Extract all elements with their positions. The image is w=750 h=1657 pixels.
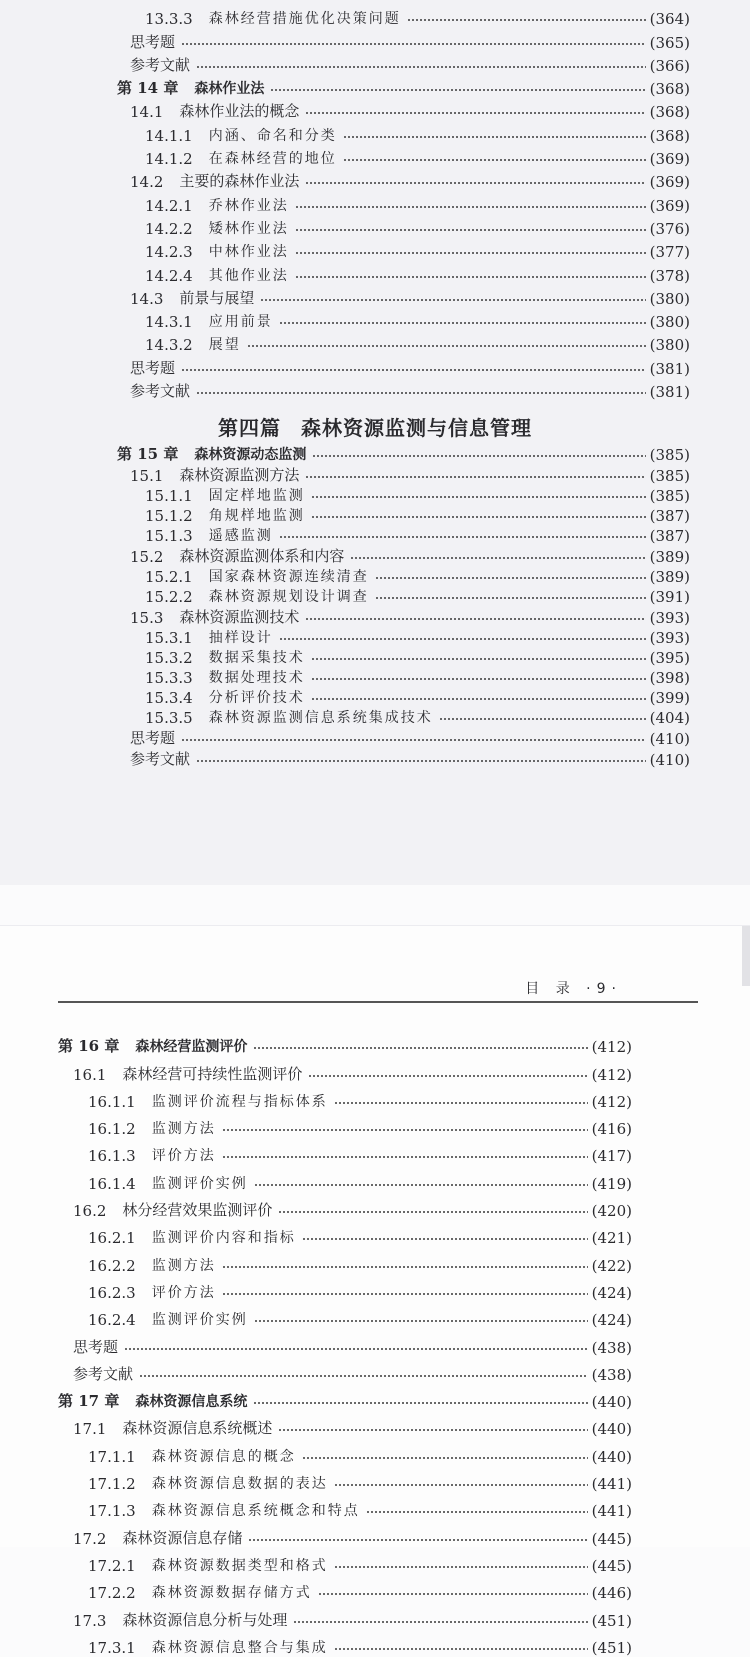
entry-number: 16.1: [73, 1065, 107, 1084]
entry-page-number: (393): [649, 629, 690, 647]
entry-page-number: (410): [649, 730, 690, 748]
dot-leader: [279, 535, 646, 539]
toc-list-lower: [0, 1029, 750, 1657]
dot-leader: [334, 1565, 588, 1569]
entry-title: 森林资源信息系统概念和特点: [151, 1503, 360, 1520]
entry-title: 森林资源动态监测: [194, 447, 307, 463]
entry-title: 森林资源数据存储方式: [151, 1585, 312, 1602]
dot-leader: [334, 1101, 588, 1105]
toc-list-upper: [0, 5, 750, 401]
entry-number: 15.3.5: [145, 709, 193, 727]
entry-page-number: (387): [649, 527, 690, 545]
dot-leader: [248, 1538, 587, 1542]
entry-title: 监测评价实例: [151, 1312, 248, 1329]
entry-page-number: (440): [591, 1393, 632, 1412]
entry-title: 监测评价流程与指标体系: [151, 1093, 328, 1110]
entry-title: 前景与展望: [179, 288, 255, 307]
dot-leader: [305, 617, 645, 621]
dot-leader: [222, 1265, 588, 1269]
toc-section-entry[interactable]: [0, 28, 750, 51]
entry-page-number: (424): [591, 1283, 632, 1302]
entry-title: 乔林作业法: [208, 197, 289, 214]
dot-leader: [375, 576, 646, 580]
entry-number: 16.2: [73, 1202, 107, 1221]
entry-title: 森林作业法的概念: [179, 102, 300, 121]
entry-number: 16.2.4: [88, 1311, 136, 1330]
toc-subsection-entry[interactable]: [0, 1084, 750, 1111]
entry-number: 15.2.1: [145, 568, 193, 586]
dot-leader: [196, 65, 646, 69]
entry-number: 17.3.1: [88, 1638, 136, 1657]
dot-leader: [312, 454, 645, 458]
entry-title: 林分经营效果监测评价: [122, 1201, 273, 1220]
dot-leader: [278, 1428, 587, 1432]
toc-subsection-entry[interactable]: [0, 667, 750, 687]
entry-number: 17.1.1: [88, 1447, 136, 1466]
dot-leader: [311, 515, 646, 519]
entry-page-number: (412): [591, 1038, 632, 1057]
entry-page-number: (440): [591, 1447, 632, 1466]
entry-title: 中林作业法: [208, 244, 289, 261]
entry-page-number: (381): [649, 359, 690, 378]
entry-page-number: (380): [649, 336, 690, 355]
toc-section-entry[interactable]: [0, 727, 750, 748]
dot-leader: [305, 111, 645, 115]
entry-page-number: (368): [649, 126, 690, 145]
entry-title: 内涵、命名和分类: [208, 127, 337, 144]
entry-title: 森林资源信息数据的表达: [151, 1476, 328, 1493]
entry-page-number: (387): [649, 507, 690, 525]
toc-subsection-entry[interactable]: [0, 1302, 750, 1329]
entry-number: 15.1.2: [145, 507, 193, 525]
toc-section-entry[interactable]: [0, 1411, 750, 1438]
entry-title: 森林资源监测体系和内容: [179, 547, 345, 565]
toc-section-entry[interactable]: [0, 748, 750, 769]
entry-page-number: (446): [591, 1584, 632, 1603]
entry-title: 森林作业法: [194, 81, 265, 98]
running-head: 目 录 ·9·: [525, 981, 622, 997]
part-heading: [0, 412, 750, 441]
entry-number: 14.2.2: [145, 219, 193, 238]
toc-subsection-entry[interactable]: [0, 1111, 750, 1138]
dot-leader: [311, 495, 646, 499]
dot-leader: [305, 475, 645, 479]
entry-page-number: (395): [649, 649, 690, 667]
entry-page-number: (366): [649, 56, 690, 75]
entry-number: 16.2.2: [88, 1256, 136, 1275]
dot-leader: [308, 1074, 587, 1078]
entry-title: 森林经营可持续性监测评价: [122, 1064, 303, 1083]
toc-subsection-entry[interactable]: [0, 1275, 750, 1302]
entry-number: 第 16 章: [58, 1037, 120, 1056]
entry-title: 监测评价实例: [151, 1175, 248, 1192]
entry-page-number: (419): [591, 1174, 632, 1193]
toc-subsection-entry[interactable]: [0, 191, 750, 214]
entry-page-number: (421): [591, 1229, 632, 1248]
entry-number: 16.1.2: [88, 1120, 136, 1139]
dot-leader: [181, 42, 646, 46]
entry-number: 15.2.2: [145, 588, 193, 606]
dot-leader: [279, 637, 646, 641]
toc-chapter-entry[interactable]: [0, 1029, 750, 1056]
dot-leader: [295, 228, 646, 232]
entry-page-number: (438): [591, 1365, 632, 1384]
entry-number: 第 14 章: [117, 79, 179, 98]
entry-page-number: (369): [649, 173, 690, 192]
dot-leader: [334, 1647, 588, 1651]
entry-number: 15.2: [130, 548, 164, 566]
entry-title: 思考题: [130, 358, 176, 377]
toc-list-upper-part4: [0, 443, 750, 769]
dot-leader: [196, 759, 646, 763]
entry-number: 15.3.1: [145, 629, 193, 647]
entry-page-number: (416): [591, 1120, 632, 1139]
entry-number: 14.1: [130, 103, 164, 122]
toc-section-entry[interactable]: [0, 545, 750, 566]
entry-title: 应用前景: [208, 314, 273, 331]
entry-number: 16.2.1: [88, 1229, 136, 1248]
toc-subsection-entry[interactable]: [0, 586, 750, 606]
toc-section-entry[interactable]: [0, 168, 750, 191]
entry-number: 17.2.1: [88, 1556, 136, 1575]
toc-subsection-entry[interactable]: [0, 1247, 750, 1274]
toc-subsection-entry[interactable]: [0, 1466, 750, 1493]
dot-leader: [366, 1510, 588, 1514]
part-label: 第四篇: [218, 416, 281, 440]
entry-page-number: (445): [591, 1556, 632, 1575]
toc-section-entry[interactable]: [0, 98, 750, 121]
entry-number: 14.2: [130, 173, 164, 192]
entry-title: 矮林作业法: [208, 220, 289, 237]
entry-number: 17.3: [73, 1611, 107, 1630]
entry-page-number: (412): [591, 1092, 632, 1111]
toc-section-entry[interactable]: [0, 1520, 750, 1547]
dot-leader: [293, 1620, 587, 1624]
dot-leader: [253, 1046, 587, 1050]
entry-number: 17.1.3: [88, 1502, 136, 1521]
dot-leader: [295, 205, 646, 209]
dot-leader: [247, 344, 646, 348]
entry-number: 17.1.2: [88, 1475, 136, 1494]
entry-number: 17.2: [73, 1529, 107, 1548]
toc-section-entry[interactable]: [0, 1602, 750, 1629]
entry-title: 参考文献: [130, 55, 191, 74]
entry-title: 国家森林资源连续清查: [208, 569, 369, 585]
toc-section-entry[interactable]: [0, 1357, 750, 1384]
toc-subsection-entry[interactable]: [0, 1438, 750, 1465]
toc-subsection-entry[interactable]: [0, 1630, 750, 1657]
toc-subsection-entry[interactable]: [0, 647, 750, 667]
entry-title: 其他作业法: [208, 267, 289, 284]
entry-number: 16.1.4: [88, 1174, 136, 1193]
dot-leader: [278, 1210, 587, 1214]
entry-title: 主要的森林作业法: [179, 172, 300, 191]
dot-leader: [350, 556, 645, 560]
toc-section-entry[interactable]: [0, 378, 750, 401]
toc-section-entry[interactable]: [0, 52, 750, 75]
toc-subsection-entry[interactable]: [0, 505, 750, 525]
dot-leader: [124, 1347, 588, 1351]
entry-title: 森林经营措施优化决策问题: [208, 11, 401, 28]
toc-chapter-entry[interactable]: [0, 75, 750, 98]
entry-page-number: (420): [591, 1202, 632, 1221]
entry-number: 14.1.1: [145, 126, 193, 145]
entry-page-number: (385): [649, 487, 690, 505]
toc-page-lower: [0, 925, 750, 1657]
entry-page-number: (441): [591, 1475, 632, 1494]
entry-title: 森林资源信息系统概述: [122, 1419, 273, 1438]
entry-page-number: (377): [649, 243, 690, 262]
entry-title: 森林经营监测评价: [135, 1039, 248, 1056]
toc-subsection-entry[interactable]: [0, 215, 750, 238]
toc-subsection-entry[interactable]: [0, 1220, 750, 1247]
entry-page-number: (441): [591, 1502, 632, 1521]
toc-subsection-entry[interactable]: [0, 485, 750, 505]
entry-page-number: (369): [649, 150, 690, 169]
entry-number: 16.1.1: [88, 1092, 136, 1111]
dot-leader: [196, 391, 646, 395]
entry-number: 16.2.3: [88, 1283, 136, 1302]
entry-number: 17.2.2: [88, 1584, 136, 1603]
entry-title: 森林资源数据类型和格式: [151, 1557, 328, 1574]
dot-leader: [253, 1401, 587, 1405]
part-title: 森林资源监测与信息管理: [301, 416, 532, 440]
entry-number: 第 17 章: [58, 1392, 120, 1411]
entry-number: 15.3.3: [145, 669, 193, 687]
entry-title: 数据采集技术: [208, 650, 305, 666]
entry-page-number: (368): [649, 103, 690, 122]
entry-page-number: (381): [649, 383, 690, 402]
entry-page-number: (389): [649, 548, 690, 566]
entry-number: 16.1.3: [88, 1147, 136, 1166]
dot-leader: [270, 88, 645, 92]
toc-subsection-entry[interactable]: [0, 331, 750, 354]
entry-title: 森林资源信息分析与处理: [122, 1610, 288, 1629]
entry-page-number: (451): [591, 1611, 632, 1630]
entry-title: 森林资源信息系统: [135, 1394, 248, 1411]
entry-title: 森林资源监测信息系统集成技术: [208, 710, 433, 726]
entry-title: 角规样地监测: [208, 508, 305, 524]
entry-page-number: (412): [591, 1065, 632, 1084]
entry-number: 15.3: [130, 609, 164, 627]
dot-leader: [139, 1374, 588, 1378]
toc-subsection-entry[interactable]: [0, 5, 750, 28]
entry-page-number: (410): [649, 751, 690, 769]
entry-number: 14.3.2: [145, 336, 193, 355]
entry-number: 第 15 章: [117, 445, 179, 463]
entry-page-number: (417): [591, 1147, 632, 1166]
entry-page-number: (440): [591, 1420, 632, 1439]
entry-title: 评价方法: [151, 1284, 216, 1301]
toc-section-entry[interactable]: [0, 606, 750, 627]
entry-page-number: (380): [649, 313, 690, 332]
toc-subsection-entry[interactable]: [0, 1575, 750, 1602]
entry-title: 参考文献: [130, 382, 191, 401]
entry-number: 15.3.4: [145, 689, 193, 707]
entry-page-number: (398): [649, 669, 690, 687]
entry-title: 监测方法: [151, 1257, 216, 1274]
dot-leader: [407, 18, 646, 22]
entry-number: 14.2.1: [145, 196, 193, 215]
entry-page-number: (376): [649, 219, 690, 238]
entry-title: 遥感监测: [208, 528, 273, 544]
dot-leader: [311, 677, 646, 681]
entry-title: 思考题: [73, 1337, 119, 1356]
dot-leader: [311, 657, 646, 661]
entry-title: 森林资源信息整合与集成: [151, 1639, 328, 1656]
entry-number: 14.2.4: [145, 266, 193, 285]
entry-number: 15.1.3: [145, 527, 193, 545]
entry-page-number: (368): [649, 80, 690, 99]
header-rule: [58, 1001, 698, 1003]
entry-page-number: (451): [591, 1638, 632, 1657]
entry-number: 14.1.2: [145, 150, 193, 169]
entry-page-number: (365): [649, 33, 690, 52]
entry-title: 抽样设计: [208, 630, 273, 646]
entry-page-number: (378): [649, 266, 690, 285]
entry-title: 固定样地监测: [208, 488, 305, 504]
entry-title: 分析评价技术: [208, 690, 305, 706]
entry-title: 森林资源规划设计调查: [208, 589, 369, 605]
entry-page-number: (389): [649, 568, 690, 586]
entry-number: 15.1.1: [145, 487, 193, 505]
dot-leader: [439, 717, 646, 721]
entry-title: 森林资源监测技术: [179, 608, 300, 626]
entry-title: 监测方法: [151, 1121, 216, 1138]
toc-chapter-entry[interactable]: [0, 1384, 750, 1411]
toc-section-entry[interactable]: [0, 285, 750, 308]
entry-number: 17.1: [73, 1420, 107, 1439]
entry-page-number: (364): [649, 10, 690, 29]
entry-title: 森林资源信息存储: [122, 1528, 243, 1547]
dot-leader: [311, 697, 646, 701]
toc-subsection-entry[interactable]: [0, 687, 750, 707]
entry-number: 13.3.3: [145, 10, 193, 29]
entry-number: 14.3.1: [145, 313, 193, 332]
toc-subsection-entry[interactable]: [0, 238, 750, 261]
toc-section-entry[interactable]: [0, 354, 750, 377]
toc-subsection-entry[interactable]: [0, 1138, 750, 1165]
dot-leader: [295, 251, 646, 255]
dot-leader: [343, 158, 646, 162]
toc-subsection-entry[interactable]: [0, 1165, 750, 1192]
entry-page-number: (385): [649, 446, 690, 464]
entry-title: 参考文献: [130, 750, 191, 768]
entry-number: 14.3: [130, 289, 164, 308]
toc-subsection-entry[interactable]: [0, 1493, 750, 1520]
toc-subsection-entry[interactable]: [0, 145, 750, 168]
toc-subsection-entry[interactable]: [0, 566, 750, 586]
toc-subsection-entry[interactable]: [0, 308, 750, 331]
entry-page-number: (404): [649, 709, 690, 727]
entry-title: 森林资源监测方法: [179, 466, 300, 484]
dot-leader: [334, 1483, 588, 1487]
entry-title: 监测评价内容和指标: [151, 1230, 296, 1247]
entry-page-number: (399): [649, 689, 690, 707]
entry-title: 数据处理技术: [208, 670, 305, 686]
dot-leader: [343, 135, 646, 139]
toc-section-entry[interactable]: [0, 464, 750, 485]
entry-page-number: (422): [591, 1256, 632, 1275]
dot-leader: [254, 1319, 588, 1323]
dot-leader: [302, 1456, 588, 1460]
toc-section-entry[interactable]: [0, 1193, 750, 1220]
toc-subsection-entry[interactable]: [0, 121, 750, 144]
dot-leader: [254, 1183, 588, 1187]
dot-leader: [305, 181, 645, 185]
toc-chapter-entry[interactable]: [0, 443, 750, 464]
toc-subsection-entry[interactable]: [0, 525, 750, 545]
entry-number: 15.1: [130, 467, 164, 485]
toc-subsection-entry[interactable]: [0, 627, 750, 647]
entry-title: 森林资源信息的概念: [151, 1448, 296, 1465]
entry-page-number: (393): [649, 609, 690, 627]
dot-leader: [295, 275, 646, 279]
dot-leader: [375, 596, 646, 600]
entry-title: 展望: [208, 337, 241, 354]
entry-page-number: (438): [591, 1338, 632, 1357]
entry-title: 在森林经营的地位: [208, 151, 337, 168]
toc-subsection-entry[interactable]: [0, 707, 750, 727]
entry-page-number: (385): [649, 467, 690, 485]
dot-leader: [222, 1292, 588, 1296]
entry-title: 参考文献: [73, 1364, 134, 1383]
entry-title: 评价方法: [151, 1148, 216, 1165]
dot-leader: [222, 1155, 588, 1159]
entry-page-number: (445): [591, 1529, 632, 1548]
toc-subsection-entry[interactable]: [0, 1548, 750, 1575]
dot-leader: [222, 1128, 588, 1132]
dot-leader: [318, 1592, 588, 1596]
entry-number: 15.3.2: [145, 649, 193, 667]
dot-leader: [181, 368, 646, 372]
toc-section-entry[interactable]: [0, 1056, 750, 1083]
dot-leader: [181, 738, 646, 742]
dot-leader: [302, 1237, 588, 1241]
entry-page-number: (391): [649, 588, 690, 606]
entry-page-number: (380): [649, 289, 690, 308]
entry-number: 14.2.3: [145, 243, 193, 262]
entry-title: 思考题: [130, 729, 176, 747]
entry-title: 思考题: [130, 32, 176, 51]
toc-section-entry[interactable]: [0, 1329, 750, 1356]
toc-subsection-entry[interactable]: [0, 261, 750, 284]
entry-page-number: (424): [591, 1311, 632, 1330]
entry-page-number: (369): [649, 196, 690, 215]
dot-leader: [279, 321, 646, 325]
dot-leader: [260, 298, 645, 302]
